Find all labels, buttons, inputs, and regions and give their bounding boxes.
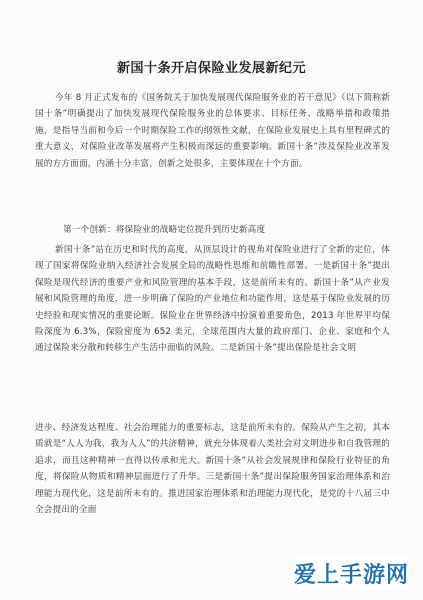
paragraph-intro: 今年 8 月正式发布的《国务院关于加快发展现代保险服务业的若干意见》（以下简称新国十条”明确提出了加快发展现代保险服务业的总体要求、目标任务、战略举措和政策措施，是指导当前和今后一个时期保险工作的纲领性文献，在保险业发展史上具有里程碑式的重大意义，对保险业改革发展将产生积极而深远的重要影响。新国十条”涉及保险业改革发展的方方面面，内涵十分丰富，创新之处很多，主要体现在十个方面。 (35, 93, 390, 169)
section-heading-first-innovation: 第一个创新：将保险业的战略定位提升到历史新高度 (63, 225, 266, 235)
paragraph-continued: 进步、经济发达程度、社会治理能力的重要标志，这是前所未有的。保险从产生之初，其本质就是“人人为我，我为人人”的共济精神，就充分体现着人类社会对文明进步和自我管理的追求，而且这种精神一直得以传承和光大。新国十条”从社会发展规律和保险行业特征的角度，将保险从物质和精神层面进行了升华。三是新国十条”提出保险服务国家治理体系和治理能力现代化，这是前所未有的。推进国家治理体系和治理能力现代化，是党的十八届三中全会提出的全面 (35, 423, 390, 516)
paragraph-first-innovation: 新国十条”站在历史和时代的高度，从顶层设计的视角对保险业进行了全新的定位，体现了国家将保险业纳入经济社会发展全局的战略性思维和前瞻性部署。一是新国十条”提出保险是现代经济的重要产业和风险管理的基本手段，这是前所未有的。新国十条”从产业发展和风险管理的角度，进一步明确了保险的产业地位和功能作用，这是基于保险业发展的历史经验和现实情况的重要论断。保险业在世界经济中扮演着重要角色，2013 年世界平均保险深度为 6.3%，保险密度为 652 美元，全球范围内大量的政府部门、企业、家庭和个人通过保险来分散和转移生产生活中面临的风险。二是新国十条”提出保险是社会文明 (35, 245, 390, 354)
document-title: 新国十条开启保险业发展新纪元 (116, 61, 306, 76)
watermark-text: 爱上手游网 (293, 563, 409, 588)
watermark-logo (293, 554, 409, 590)
